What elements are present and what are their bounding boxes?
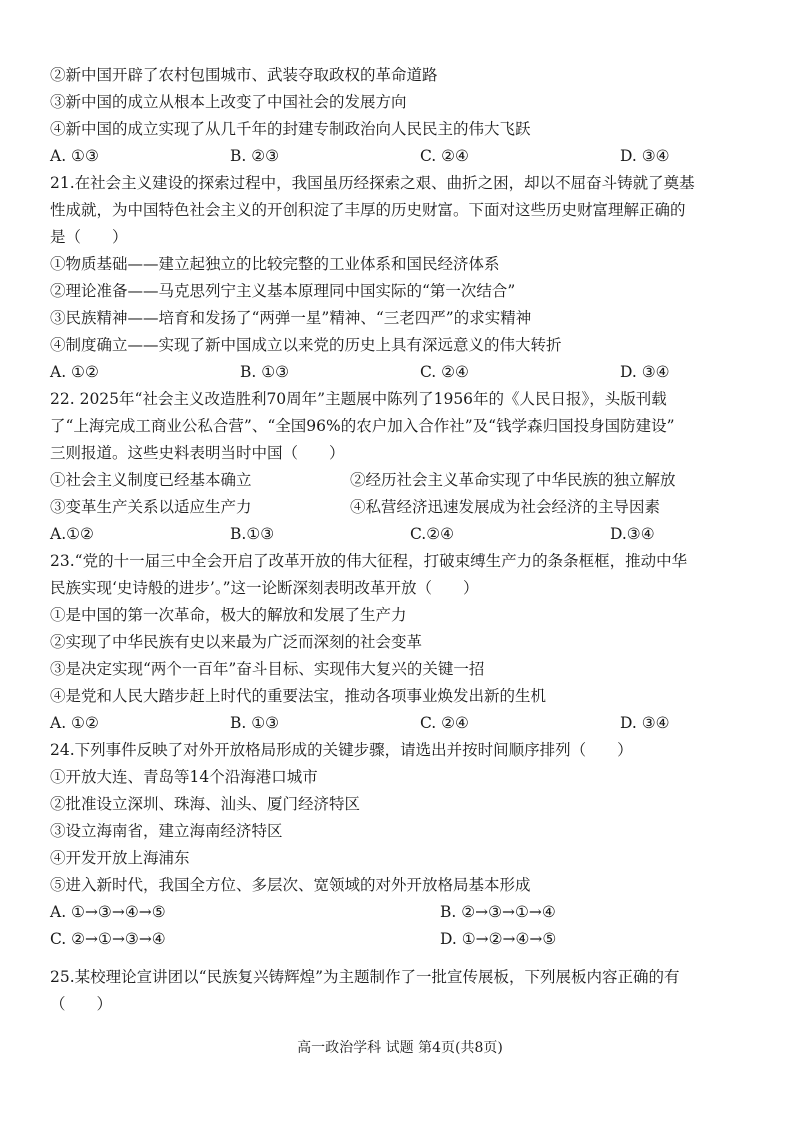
question-item: ①开放大连、青岛等14个沿海港口城市 [50, 768, 318, 786]
question-item: ⑤进入新时代，我国全方位、多层次、宽领域的对外开放格局基本形成 [50, 876, 531, 894]
question-item: ③变革生产关系以适应生产力 [50, 498, 252, 516]
option-d: D. ①→②→④→⑤ [440, 930, 557, 948]
question-stem: 23.“党的十一届三中全会开启了改革开放的伟大征程，打破束缚生产力的条条框框，推动中华 [50, 552, 688, 570]
question-stem: 22. 2025年“社会主义改造胜利70周年”主题展中陈列了1956年的《人民日报》，头版刊载 [50, 390, 667, 408]
question-item: ③设立海南省，建立海南经济特区 [50, 822, 283, 840]
question-item: ③是决定实现“两个一百年”奋斗目标、实现伟大复兴的关键一招 [50, 660, 485, 678]
option-c: C. ②→①→③→④ [50, 930, 166, 948]
question-stem: 性成就，为中国特色社会主义的开创积淀了丰厚的历史财富。下面对这些历史财富理解正确的 [50, 201, 686, 219]
answer-options [50, 143, 760, 169]
option-d: D. ③④ [620, 147, 670, 165]
item-row [50, 467, 760, 493]
question-item: ④制度确立——实现了新中国成立以来党的历史上具有深远意义的伟大转折 [50, 336, 562, 354]
question-stem: 三则报道。这些史料表明当时中国（ ） [50, 444, 345, 462]
question-stem: 24.下列事件反映了对外开放格局形成的关键步骤，请选出并按时间顺序排列（ ） [50, 741, 633, 759]
question-stem: 21.在社会主义建设的探索过程中，我国虽历经探索之艰、曲折之困，却以不屈奋斗铸就了奠基 [50, 174, 695, 192]
option-c: C. ②④ [420, 714, 469, 732]
option-b: B. ②→③→①→④ [440, 903, 556, 921]
answer-options [50, 899, 760, 925]
option-a: A. ①→③→④→⑤ [50, 903, 166, 921]
answer-options [50, 710, 760, 736]
item-row [50, 494, 760, 520]
option-a: A. ①③ [50, 147, 99, 165]
option-a: A.①② [50, 525, 94, 543]
option-b: B. ①③ [230, 714, 280, 732]
answer-options [50, 926, 760, 952]
option-b: B.①③ [230, 525, 275, 543]
answer-options [50, 359, 760, 385]
question-item: ③新中国的成立从根本上改变了中国社会的发展方向 [50, 93, 407, 111]
answer-options [50, 521, 760, 547]
question-item: ③民族精神——培育和发扬了“两弹一星”精神、“三老四严”的求实精神 [50, 309, 532, 327]
option-c: C. ②④ [420, 363, 469, 381]
option-c: C. ②④ [420, 147, 469, 165]
question-item: ②批准设立深圳、珠海、汕头、厦门经济特区 [50, 795, 361, 813]
question-item: ①社会主义制度已经基本确立 [50, 471, 252, 489]
question-item: ①物质基础——建立起独立的比较完整的工业体系和国民经济体系 [50, 255, 500, 273]
question-stem: 了“上海完成工商业公私合营”、“全国96%的农户加入合作社”及“钱学森归国投身国防建设” [50, 417, 675, 435]
option-d: D.③④ [610, 525, 655, 543]
question-stem: （ ） [50, 995, 113, 1013]
page-footer: 高一政治学科 试题 第4页(共8页) [297, 1040, 503, 1056]
question-item: ②理论准备——马克思列宁主义基本原理同中国实际的“第一次结合” [50, 282, 516, 300]
option-c: C.②④ [410, 525, 455, 543]
question-stem: 25.某校理论宣讲团以“民族复兴铸辉煌”为主题制作了一批宣传展板，下列展板内容正确的有 [50, 968, 680, 986]
question-item: ②经历社会主义革命实现了中华民族的独立解放 [350, 471, 676, 489]
option-a: A. ①② [50, 714, 99, 732]
option-a: A. ①② [50, 363, 99, 381]
question-item: ②实现了中华民族有史以来最为广泛而深刻的社会变革 [50, 633, 423, 651]
question-stem: 是（ ） [50, 228, 128, 246]
option-b: B. ②③ [230, 147, 280, 165]
question-item: ①是中国的第一次革命，极大的解放和发展了生产力 [50, 606, 407, 624]
option-b: B. ①③ [240, 363, 290, 381]
option-d: D. ③④ [620, 363, 670, 381]
question-stem: 民族实现‘史诗般的进步’。”这一论断深刻表明改革开放（ ） [50, 579, 479, 597]
question-item: ④开发开放上海浦东 [50, 849, 190, 867]
question-item: ④是党和人民大踏步赶上时代的重要法宝，推动各项事业焕发出新的生机 [50, 687, 547, 705]
question-item: ②新中国开辟了农村包围城市、武装夺取政权的革命道路 [50, 66, 438, 84]
question-item: ④私营经济迅速发展成为社会经济的主导因素 [350, 498, 661, 516]
option-d: D. ③④ [620, 714, 670, 732]
question-item: ④新中国的成立实现了从几千年的封建专制政治向人民民主的伟大飞跃 [50, 120, 531, 138]
